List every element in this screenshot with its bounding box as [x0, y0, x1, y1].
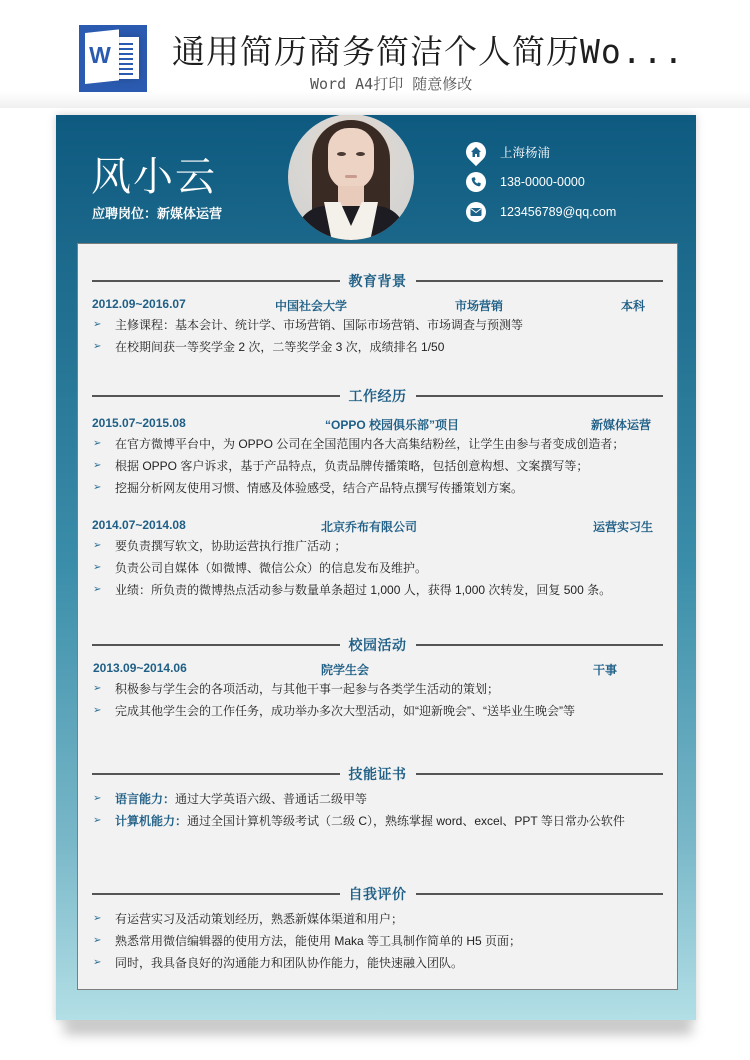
entry-items	[92, 314, 663, 358]
section-self-evaluation	[92, 884, 663, 974]
section-title: 校园活动	[348, 638, 407, 654]
entry-role: 新媒体运营	[591, 418, 652, 432]
section-header	[92, 764, 663, 784]
arrow-bullet-icon: ➢	[93, 957, 102, 968]
arrow-bullet-icon: ➢	[93, 793, 102, 804]
list-item: ➢ 同时，我具备良好的沟通能力和团队协作能力，能快速融入团队。	[92, 952, 663, 974]
arrow-bullet-icon: ➢	[93, 683, 102, 694]
list-item: ➢ 熟悉常用微信编辑器的使用方法，能使用 Maka 等工具制作简单的 H5 页面；	[92, 930, 663, 952]
list-item: ➢ 有运营实习及活动策划经历，熟悉新媒体渠道和用户；	[92, 908, 663, 930]
entry-header	[92, 413, 663, 433]
arrow-bullet-icon: ➢	[93, 319, 102, 330]
arrow-bullet-icon: ➢	[93, 482, 102, 493]
download-banner	[0, 0, 750, 108]
entry-role: 运营实习生	[593, 520, 654, 534]
arrow-bullet-icon: ➢	[93, 438, 102, 449]
arrow-bullet-icon: ➢	[93, 460, 102, 471]
skill-label: 语言能力：	[115, 792, 176, 806]
section-header	[92, 271, 663, 291]
entry-date: 2015.07~2015.08	[92, 416, 186, 430]
entry-items	[92, 678, 663, 722]
contact-email	[466, 197, 616, 227]
contact-location	[466, 137, 616, 167]
section-title: 自我评价	[348, 887, 407, 903]
word-icon	[79, 25, 147, 92]
list-item: ➢ 根据 OPPO 客户诉求，基于产品特点，负责品牌传播策略，包括创意构想、文案撰写等；	[92, 455, 663, 477]
entry-org: 院学生会	[321, 663, 370, 677]
section-title: 教育背景	[348, 274, 407, 290]
location-home-icon	[462, 138, 490, 166]
portrait-photo	[288, 115, 414, 240]
entry-date: 2012.09~2016.07	[92, 297, 186, 311]
entry-major: 市场营销	[455, 299, 504, 313]
arrow-bullet-icon: ➢	[93, 913, 102, 924]
content-panel	[77, 243, 678, 990]
contact-location-text: 上海杨浦	[500, 146, 551, 160]
arrow-bullet-icon: ➢	[93, 341, 102, 352]
arrow-bullet-icon: ➢	[93, 935, 102, 946]
document-subtitle: Word A4打印 随意修改	[310, 75, 473, 93]
section-campus	[92, 635, 663, 722]
list-item: ➢ 在校期间获一等奖学金 2 次，二等奖学金 3 次，成绩排名 1/50	[92, 336, 663, 358]
list-item: ➢ 计算机能力：通过全国计算机等级考试（二级 C），熟练掌握 word、excel、PPT 等日常办公软件	[92, 810, 663, 832]
entry-header	[92, 294, 663, 314]
word-icon-letter: W	[89, 42, 111, 68]
list-item: ➢ 要负责撰写软文，协助运营执行推广活动 ；	[92, 535, 663, 557]
candidate-name: 风小云	[91, 154, 217, 200]
contact-phone	[466, 167, 616, 197]
job-target: 应聘岗位：新媒体运营	[92, 207, 223, 222]
list-item: ➢ 完成其他学生会的工作任务，成功举办多次大型活动，如“迎新晚会”、“送毕业生晚会”等	[92, 700, 663, 722]
list-item: ➢ 业绩：所负责的微博热点活动参与数量单条超过 1,000 人，获得 1,000 次转发，回复 500 条。	[92, 579, 663, 601]
entry-degree: 本科	[621, 299, 646, 313]
page-shadow	[64, 1020, 692, 1034]
arrow-bullet-icon: ➢	[93, 584, 102, 595]
skill-label: 计算机能力：	[115, 814, 188, 828]
list-item: ➢ 语言能力：通过大学英语六级、普通话二级甲等	[92, 788, 663, 810]
section-title: 工作经历	[348, 389, 407, 405]
phone-icon	[466, 172, 486, 192]
arrow-bullet-icon: ➢	[93, 540, 102, 551]
entry-role: 干事	[593, 663, 618, 677]
section-work	[92, 386, 663, 601]
entry-header	[92, 515, 663, 535]
section-education	[92, 271, 663, 358]
section-skills	[92, 764, 663, 832]
arrow-bullet-icon: ➢	[93, 815, 102, 826]
entry-school: 中国社会大学	[275, 299, 348, 313]
entry-items	[92, 535, 663, 601]
entry-date: 2014.07~2014.08	[92, 518, 186, 532]
entry-header	[92, 658, 663, 678]
contact-list	[466, 137, 616, 227]
section-title: 技能证书	[348, 767, 407, 783]
list-item: ➢ 积极参与学生会的各项活动，与其他干事一起参与各类学生活动的策划；	[92, 678, 663, 700]
entry-date: 2013.09~2014.06	[93, 661, 187, 675]
list-item: ➢ 主修课程：基本会计、统计学、市场营销、国际市场营销、市场调查与预测等	[92, 314, 663, 336]
list-item: ➢ 负责公司自媒体（如微博、微信公众）的信息发布及维护。	[92, 557, 663, 579]
contact-email-text: 123456789@qq.com	[500, 205, 617, 219]
contact-phone-text: 138-0000-0000	[500, 175, 585, 189]
skill-items	[92, 788, 663, 832]
arrow-bullet-icon: ➢	[93, 562, 102, 573]
section-header	[92, 884, 663, 904]
entry-items	[92, 433, 663, 499]
entry-company: “OPPO 校园俱乐部”项目	[325, 418, 460, 432]
mail-icon	[466, 202, 486, 222]
section-header	[92, 386, 663, 406]
list-item: ➢ 挖掘分析网友使用习惯、情感及体验感受，结合产品特点撰写传播策划方案。	[92, 477, 663, 499]
self-eval-items	[92, 908, 663, 974]
list-item: ➢ 在官方微博平台中，为 OPPO 公司在全国范围内各大高集结粉丝，让学生由参与者变成创造者；	[92, 433, 663, 455]
resume-page	[56, 115, 696, 1020]
arrow-bullet-icon: ➢	[93, 705, 102, 716]
entry-company: 北京乔布有限公司	[321, 520, 418, 534]
section-header	[92, 635, 663, 655]
document-title[interactable]: 通用简历商务简洁个人简历Wo...	[172, 32, 685, 71]
